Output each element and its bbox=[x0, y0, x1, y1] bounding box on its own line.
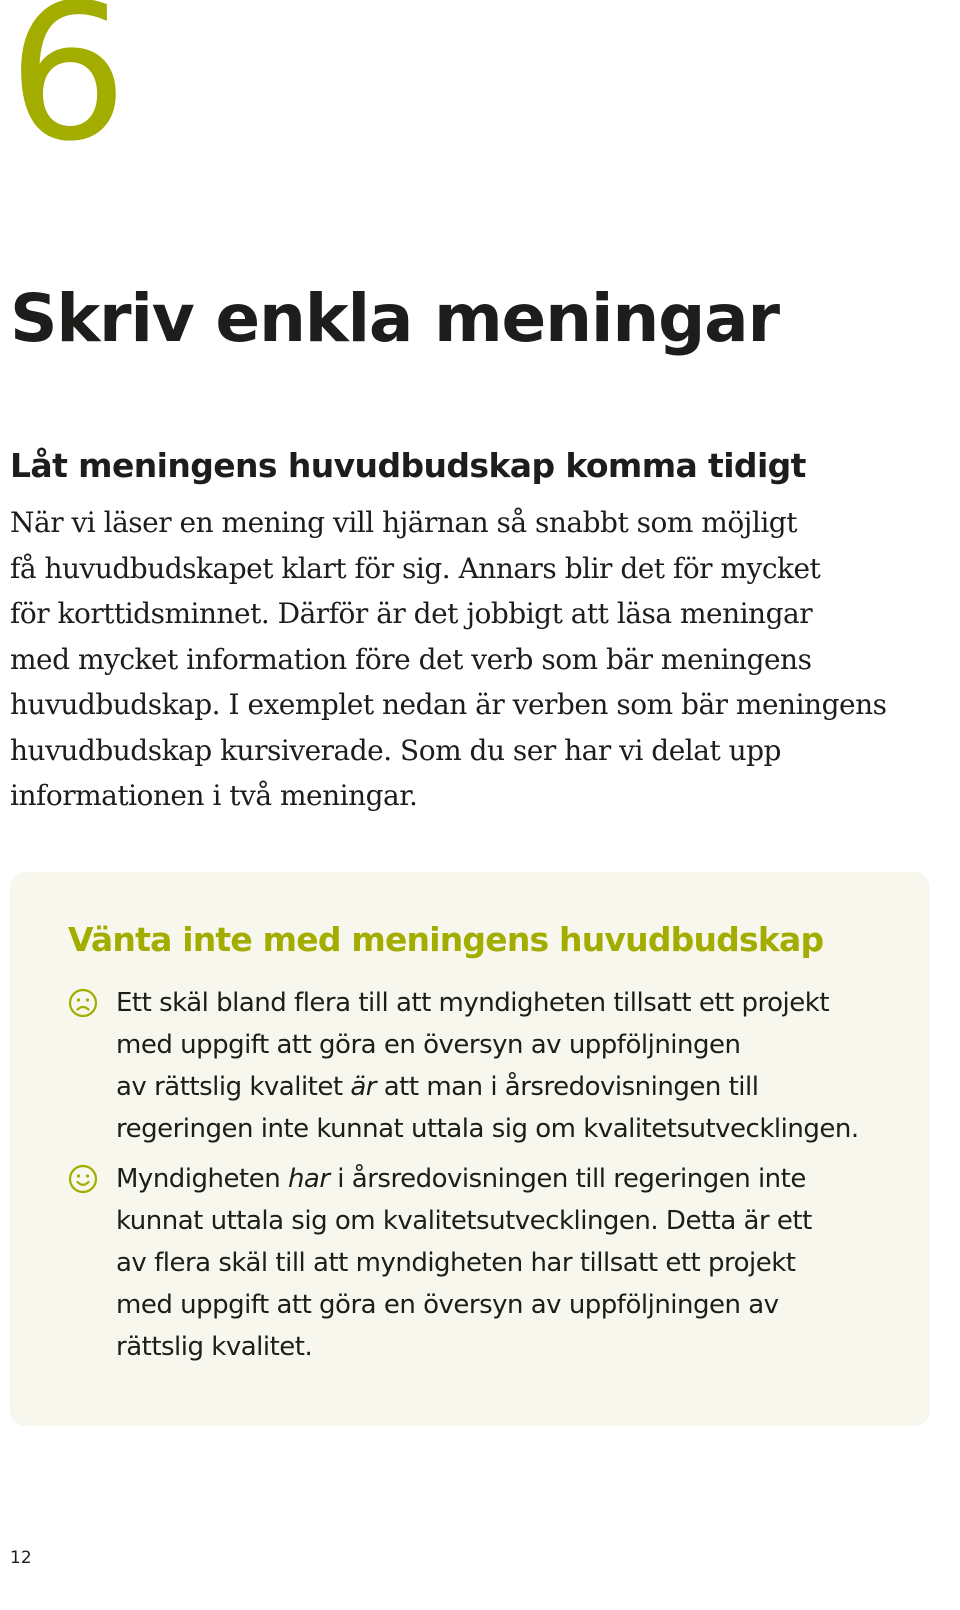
page-title: Skriv enkla meningar bbox=[10, 280, 779, 357]
example-line: kunnat uttala sig om kvalitetsutvecklingen. Detta är ett bbox=[116, 1206, 812, 1236]
body-line: huvudbudskap kursiverade. Som du ser har vi delat upp bbox=[10, 733, 781, 767]
example-line: regeringen inte kunnat uttala sig om kvalitetsutvecklingen. bbox=[116, 1114, 859, 1144]
sad-face-icon bbox=[68, 988, 98, 1018]
body-line: huvudbudskap. I exemplet nedan är verben som bär meningens bbox=[10, 688, 887, 721]
example-line bbox=[116, 1158, 812, 1200]
example-box-heading: Vänta inte med meningens huvudbudskap bbox=[68, 920, 824, 959]
example-line: rättslig kvalitet. bbox=[116, 1332, 313, 1362]
body-paragraph bbox=[10, 500, 910, 819]
body-line: få huvudbudskapet klart för sig. Annars blir det för mycket bbox=[10, 551, 821, 585]
example-line bbox=[116, 1066, 859, 1108]
section-heading: Låt meningens huvudbudskap komma tidigt bbox=[10, 446, 806, 485]
example-text-fragment: av rättslig kvalitet bbox=[116, 1072, 351, 1102]
example-text-fragment: i årsredovisningen till regeringen inte bbox=[329, 1164, 806, 1194]
page-number: 12 bbox=[10, 1548, 32, 1568]
italic-verb: har bbox=[287, 1164, 330, 1194]
body-line: med mycket information före det verb som bär meningens bbox=[10, 642, 812, 676]
bad-example-text bbox=[116, 982, 859, 1150]
happy-face-icon bbox=[68, 1164, 98, 1194]
example-text-fragment: Myndigheten bbox=[116, 1164, 288, 1194]
body-line: informationen i två meningar. bbox=[10, 779, 418, 812]
example-text-fragment: att man i årsredovisningen till bbox=[375, 1072, 759, 1102]
example-line: med uppgift att göra en översyn av uppföljningen av bbox=[116, 1290, 779, 1320]
italic-verb: är bbox=[350, 1072, 376, 1102]
example-line: av flera skäl till att myndigheten har tillsatt ett projekt bbox=[116, 1248, 796, 1278]
good-example-text bbox=[116, 1158, 812, 1368]
example-line: Ett skäl bland flera till att myndigheten tillsatt ett projekt bbox=[116, 988, 830, 1018]
example-box bbox=[10, 872, 930, 1426]
body-line: för korttidsminnet. Därför är det jobbigt att läsa meningar bbox=[10, 597, 813, 630]
example-line: med uppgift att göra en översyn av uppföljningen bbox=[116, 1030, 741, 1060]
body-line: När vi läser en mening vill hjärnan så snabbt som möjligt bbox=[10, 506, 797, 539]
chapter-number: 6 bbox=[8, 0, 124, 183]
